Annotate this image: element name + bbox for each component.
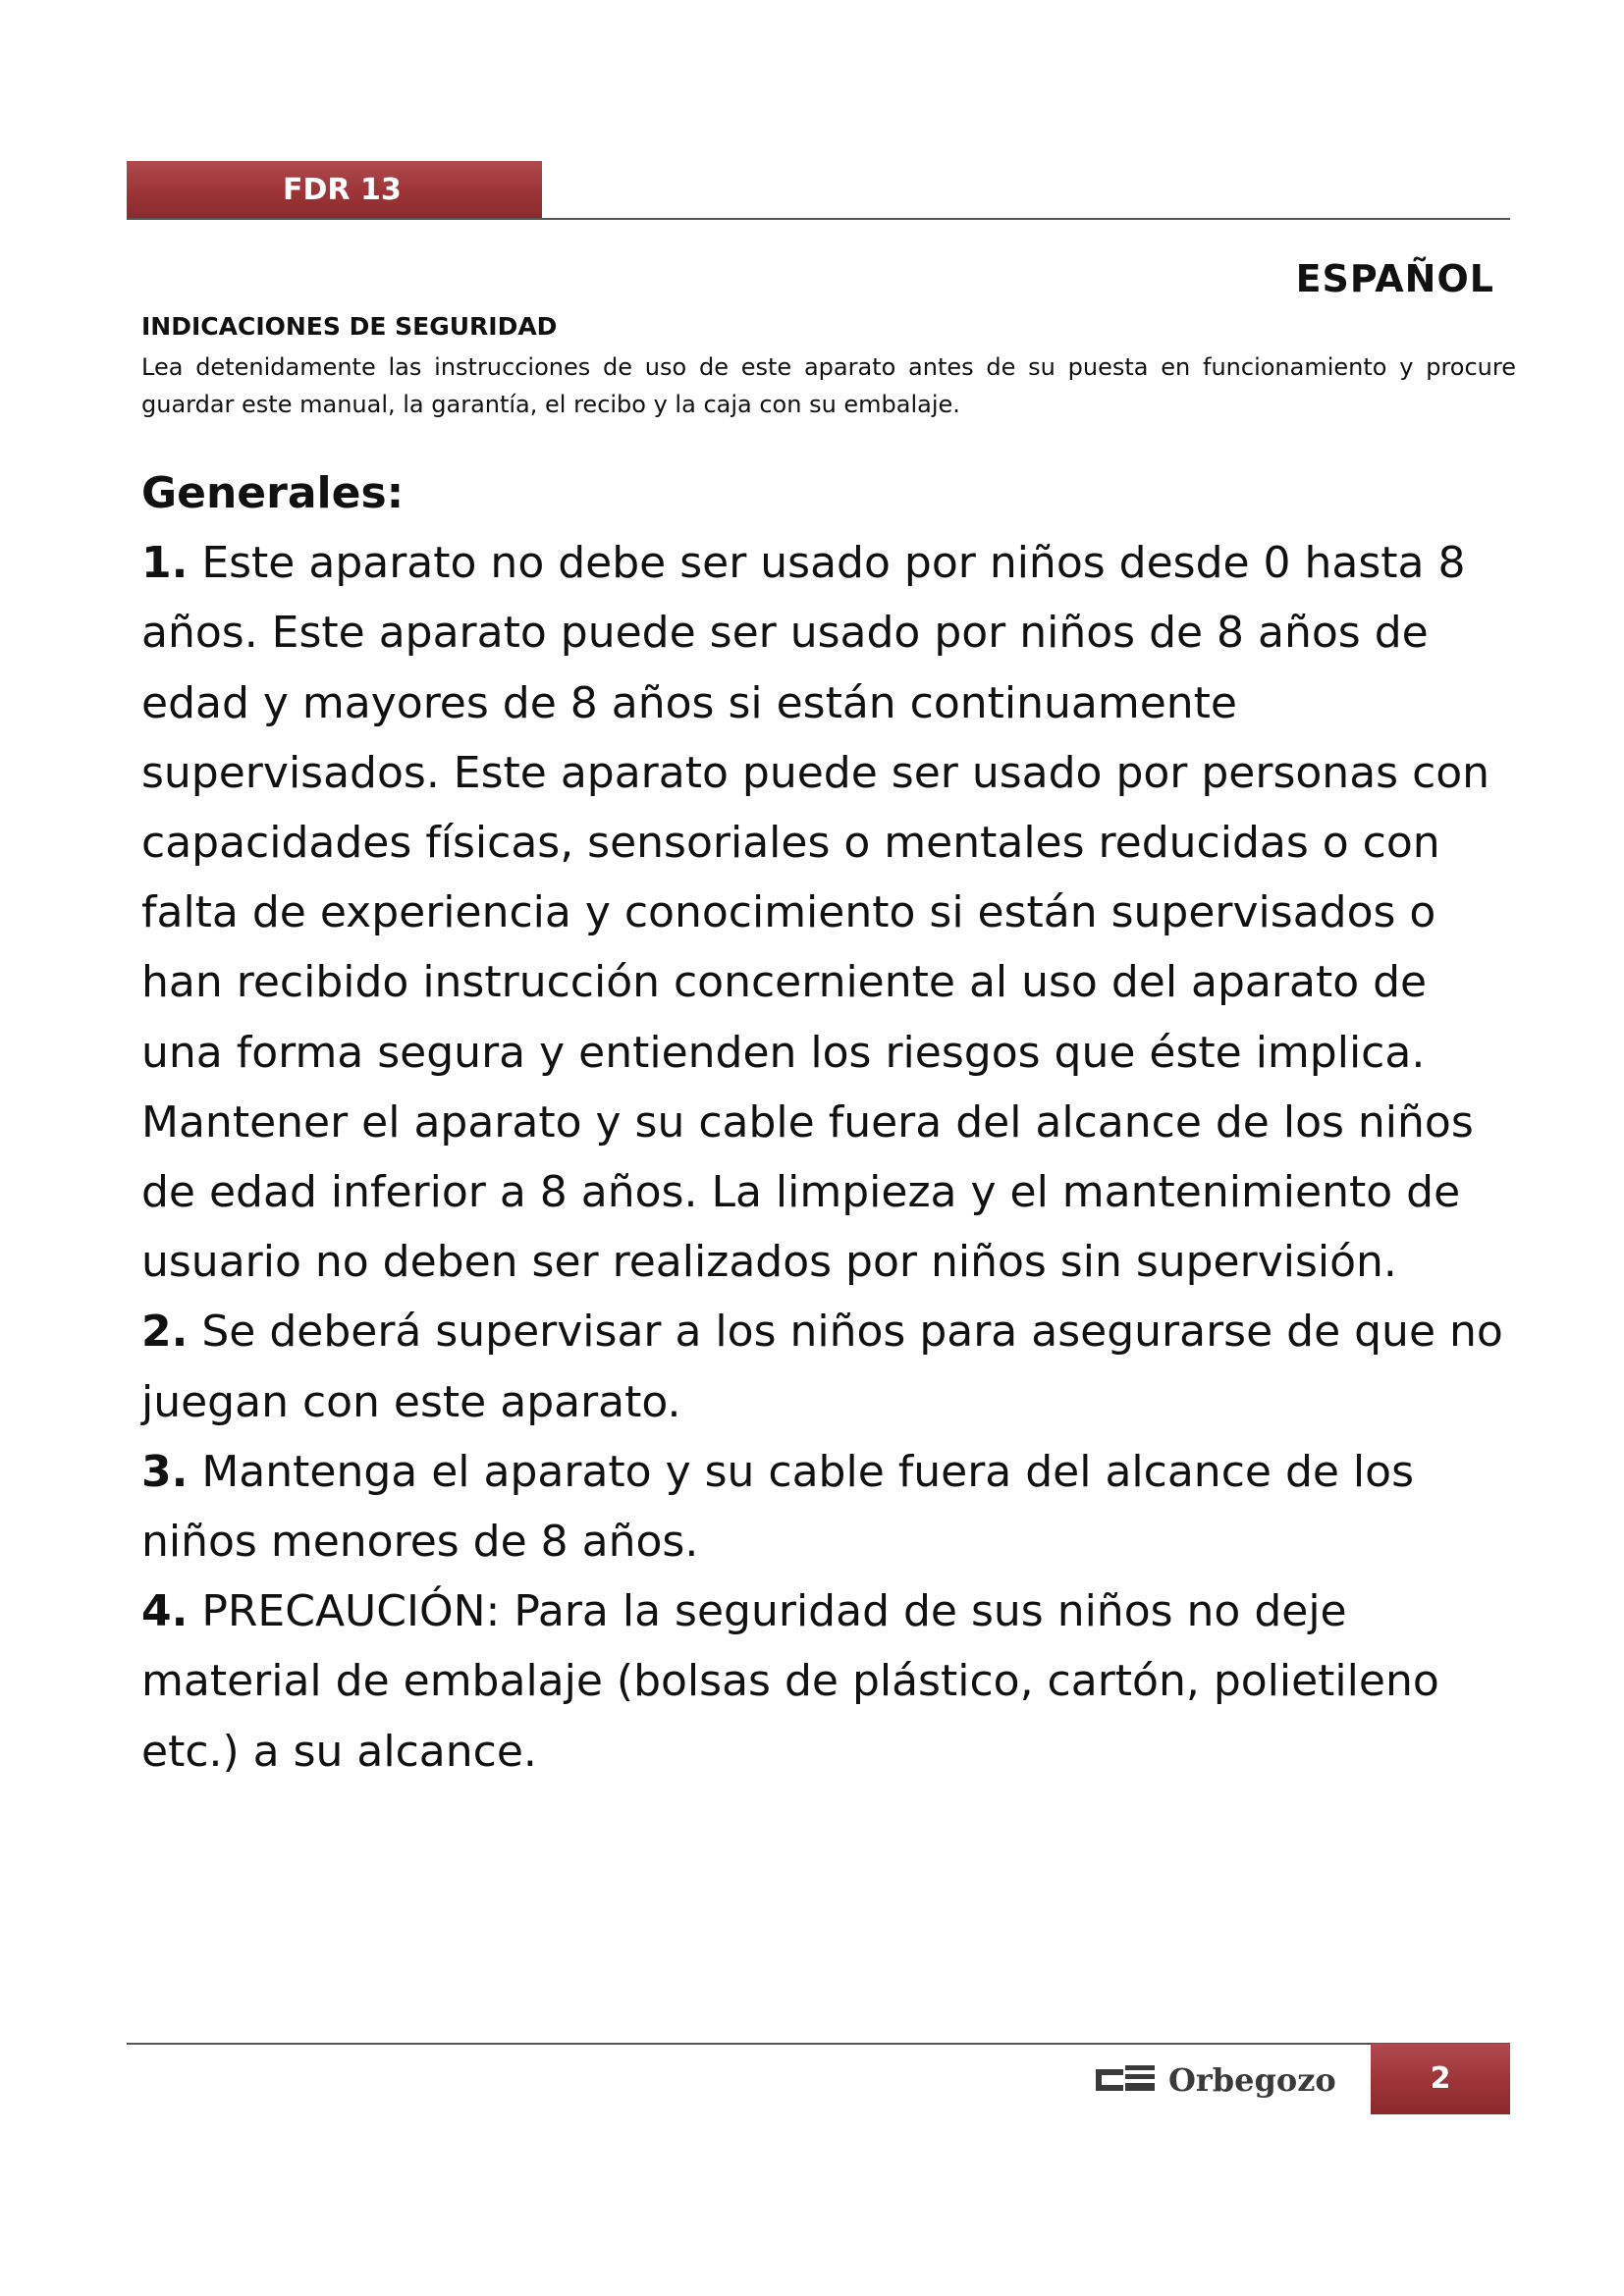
safety-intro: Lea detenidamente las instrucciones de uso de este aparato antes de su puesta en funcionamiento y procure guardar este manual, la garantía, el recibo y la caja con su embalaje. <box>141 353 1516 418</box>
item-number: 1. <box>141 538 189 589</box>
brand-wordmark: Orbegozo <box>1168 2061 1336 2099</box>
item-text: Este aparato no debe ser usado por niños desde 0 hasta 8 años. Este aparato puede ser usado por niños de 8 años de edad y mayores de 8 años si están continuamente supervisados. Este aparato puede ser usado por personas con capacidades físicas, sensoriales o mentales reducidas o con falta de experiencia y conocimiento si están supervisados o han recibido instrucción concerniente al uso del aparato de una forma segura y entienden los riesgos que éste implica. Mantener el aparato y su cable fuera del alcance de los niños de edad inferior a 8 años. La limpieza y el mantenimiento de usuario no deben ser realizados por niños sin supervisión. <box>141 538 1490 1288</box>
list-item <box>141 1437 1516 1576</box>
list-item <box>141 1297 1516 1436</box>
item-text: Se deberá supervisar a los niños para asegurarse de que no juegan con este aparato. <box>141 1307 1503 1427</box>
list-item <box>141 1576 1516 1787</box>
model-label: FDR 13 <box>283 173 402 207</box>
page-number-box <box>1371 2044 1510 2114</box>
item-text: Mantenga el aparato y su cable fuera del alcance de los niños menores de 8 años. <box>141 1446 1414 1568</box>
item-number: 2. <box>141 1307 189 1358</box>
page-number: 2 <box>1430 2061 1451 2096</box>
item-number: 4. <box>141 1586 189 1637</box>
generales-section <box>141 458 1516 1787</box>
language-heading: ESPAÑOL <box>1295 257 1494 300</box>
item-number: 3. <box>141 1446 189 1497</box>
header-divider <box>127 218 1510 220</box>
footer-divider <box>127 2043 1510 2045</box>
model-tab <box>127 161 542 219</box>
generales-title: Generales: <box>141 468 405 518</box>
safety-title: INDICACIONES DE SEGURIDAD <box>141 312 558 341</box>
list-item <box>141 528 1516 1297</box>
orbegozo-logo <box>1094 2057 1353 2101</box>
item-text: PRECAUCIÓN: Para la seguridad de sus niños no deje material de embalaje (bolsas de plástico, cartón, polietileno etc.) a su alcance. <box>141 1586 1439 1777</box>
